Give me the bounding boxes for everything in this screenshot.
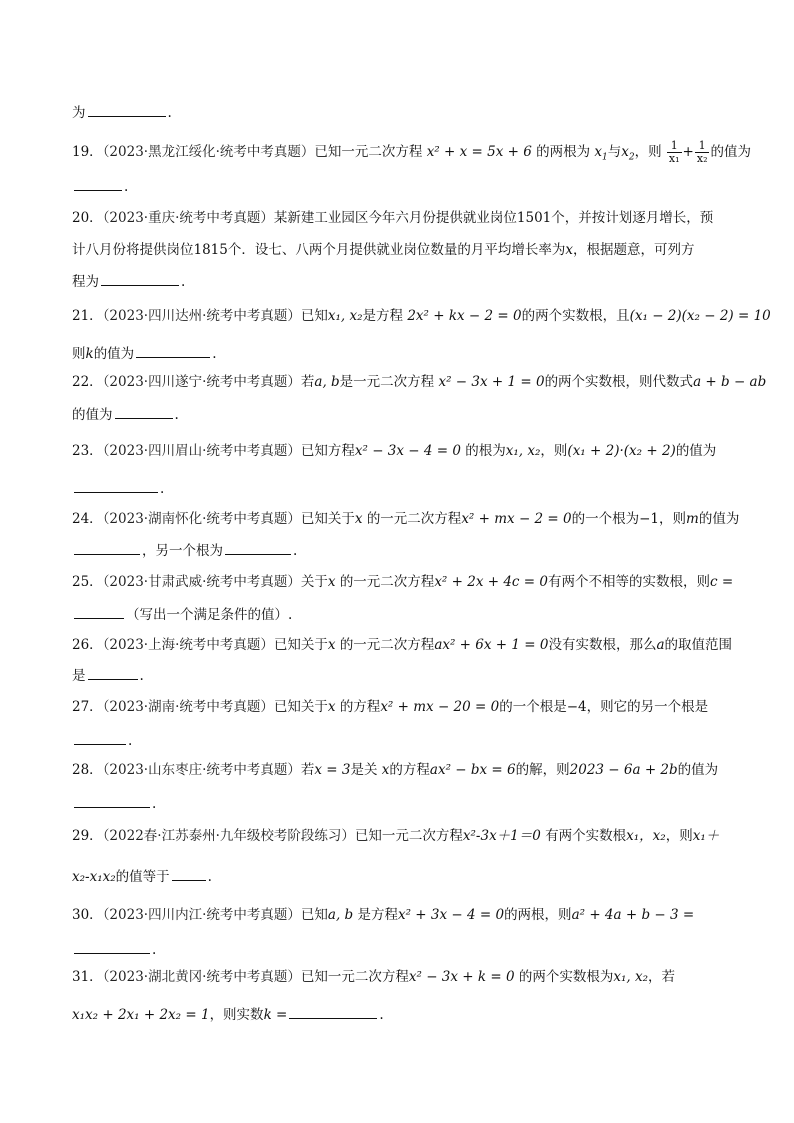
- equation: x² − 3x + k = 0: [408, 969, 515, 985]
- question-20-line2: 计八月份将提供岗位1815个．设七、八两个月提供就业岗位数量的月平均增长率为x，根据题意，可列方: [72, 242, 695, 258]
- answer-blank[interactable]: [101, 271, 179, 286]
- question-source: （2022春·江苏泰州·九年级校考阶段练习）: [102, 828, 355, 844]
- question-source: （2023·四川遂宁·统考中考真题）: [102, 374, 301, 390]
- answer-blank[interactable]: [88, 102, 166, 117]
- question-21: 21．（2023·四川达州·统考中考真题）已知x₁, x₂是方程 2x² + kx − 2 = 0的两个实数根，且(x₁ − 2)(x₂ − 2) = 10: [72, 308, 771, 324]
- question-26: 26．（2023·上海·统考中考真题）已知关于x 的一元二次方程ax² + 6x + 1 = 0没有实数根，那么a的取值范围: [72, 637, 733, 653]
- question-source: （2023·四川眉山·统考中考真题）: [102, 443, 301, 459]
- question-source: （2023·甘肃武威·统考中考真题）: [102, 574, 301, 590]
- answer-blank[interactable]: [225, 540, 291, 555]
- fraction-1-over-x2: $\frac{1}{\text{x₂}}$: [696, 139, 708, 165]
- answer-blank[interactable]: [74, 478, 158, 493]
- question-31: 31．（2023·湖北黄冈·统考中考真题）已知一元二次方程x² − 3x + k = 0 的两个实数根为x₁, x₂，若: [72, 969, 676, 985]
- question-28-line2: .: [72, 793, 732, 814]
- question-source: （2023·四川达州·统考中考真题）: [102, 308, 301, 324]
- question-30-line2: .: [72, 939, 732, 960]
- question-source: （2023·湖北黄冈·统考中考真题）: [102, 969, 301, 985]
- question-19-line2: .: [72, 176, 732, 197]
- question-25: 25．（2023·甘肃武威·统考中考真题）关于x 的一元二次方程x² + 2x + 4c = 0有两个不相等的实数根，则c =: [72, 574, 734, 590]
- equation: 2x² + kx − 2 = 0: [407, 308, 522, 324]
- answer-blank[interactable]: [136, 343, 210, 358]
- answer-blank[interactable]: [74, 604, 124, 619]
- answer-blank[interactable]: [74, 540, 140, 555]
- question-19: 19．（2023·黑龙江绥化·统考中考真题）已知一元二次方程 x² + x = 5x + 6 的两根为 $x_1$与$x_2$，则 $\frac{1}{\text{x₁}}$ + $\frac{1}{\text{x₂}}$ 的值为: [72, 139, 751, 165]
- condition: x₁x₂ + 2x₁ + 2x₂ = 1: [72, 1007, 210, 1023]
- question-22: 22．（2023·四川遂宁·统考中考真题）若a, b是一元二次方程 x² − 3x + 1 = 0的两个实数根，则代数式a + b − ab: [72, 374, 767, 390]
- question-30: 30．（2023·四川内江·统考中考真题）已知a, b 是方程x² + 3x − 4 = 0的两根，则a² + 4a + b − 3 =: [72, 907, 695, 923]
- question-source: （2023·重庆·统考中考真题）: [102, 210, 274, 226]
- equation: x² + 3x − 4 = 0: [397, 907, 505, 923]
- answer-blank[interactable]: [74, 939, 150, 954]
- fraction-1-over-x1: $\frac{1}{\text{x₁}}$: [668, 139, 680, 165]
- answer-blank[interactable]: [88, 665, 138, 680]
- question-23: 23．（2023·四川眉山·统考中考真题）已知方程x² − 3x − 4 = 0 的根为x₁, x₂，则(x₁ + 2)·(x₂ + 2)的值为: [72, 443, 717, 459]
- answer-blank[interactable]: [115, 404, 173, 419]
- equation: ax² + 6x + 1 = 0: [434, 637, 549, 653]
- question-24-line2: ，另一个根为 .: [72, 540, 732, 561]
- question-29-line2: x₂-x₁x₂的值等于 .: [72, 866, 732, 887]
- question-20: 20．（2023·重庆·统考中考真题）某新建工业园区今年六月份提供就业岗位1501个，并按计划逐月增长，预: [72, 210, 714, 226]
- question-26-line2: 是 .: [72, 665, 732, 686]
- intro-tail-line: 为 .: [72, 102, 732, 123]
- question-27: 27．（2023·湖南·统考中考真题）已知关于x 的方程x² + mx − 20 = 0的一个根是−4，则它的另一个根是: [72, 699, 709, 715]
- intro-text: 为: [72, 105, 86, 121]
- question-20-line3: 程为 .: [72, 271, 732, 292]
- equation: x² − 3x + 1 = 0: [438, 374, 545, 390]
- equation: x² + mx − 20 = 0: [380, 699, 500, 715]
- question-source: （2023·四川内江·统考中考真题）: [102, 907, 301, 923]
- question-25-line2: （写出一个满足条件的值）.: [72, 604, 732, 625]
- question-source: （2023·湖南·统考中考真题）: [102, 699, 274, 715]
- question-23-line2: .: [72, 478, 732, 499]
- equation: x² + mx − 2 = 0: [461, 511, 572, 527]
- equation: x² + 2x + 4c = 0: [434, 574, 548, 590]
- answer-blank[interactable]: [74, 730, 126, 745]
- question-28: 28．（2023·山东枣庄·统考中考真题）若x = 3是关 x的方程ax² − bx = 6的解，则2023 − 6a + 2b的值为: [72, 762, 719, 778]
- question-source: （2023·上海·统考中考真题）: [102, 637, 274, 653]
- question-22-line2: 的值为 .: [72, 404, 732, 425]
- answer-blank[interactable]: [172, 866, 206, 881]
- question-29: 29．（2022春·江苏泰州·九年级校考阶段练习）已知一元二次方程x²-3x＋1＝0 有两个实数根x₁，x₂，则x₁＋: [72, 828, 720, 844]
- equation: ax² − bx = 6: [429, 762, 516, 778]
- question-24: 24．（2023·湖南怀化·统考中考真题）已知关于x 的一元二次方程x² + mx − 2 = 0的一个根为−1，则m的值为: [72, 511, 740, 527]
- equation: x² − 3x − 4 = 0: [354, 443, 461, 459]
- question-31-line2: x₁x₂ + 2x₁ + 2x₂ = 1，则实数k = .: [72, 1004, 732, 1025]
- question-source: （2023·山东枣庄·统考中考真题）: [102, 762, 301, 778]
- question-source: （2023·湖南怀化·统考中考真题）: [102, 511, 301, 527]
- question-21-line2: 则k的值为 .: [72, 343, 732, 364]
- question-source: （2023·黑龙江绥化·统考中考真题）: [102, 144, 315, 160]
- answer-blank[interactable]: [289, 1004, 377, 1019]
- answer-blank[interactable]: [74, 793, 150, 808]
- answer-blank[interactable]: [74, 176, 122, 191]
- condition: (x₁ − 2)(x₂ − 2) = 10: [629, 308, 771, 324]
- equation: x²-3x＋1＝0: [462, 828, 541, 844]
- equation: x² + x = 5x + 6: [426, 144, 532, 160]
- question-27-line2: .: [72, 730, 732, 751]
